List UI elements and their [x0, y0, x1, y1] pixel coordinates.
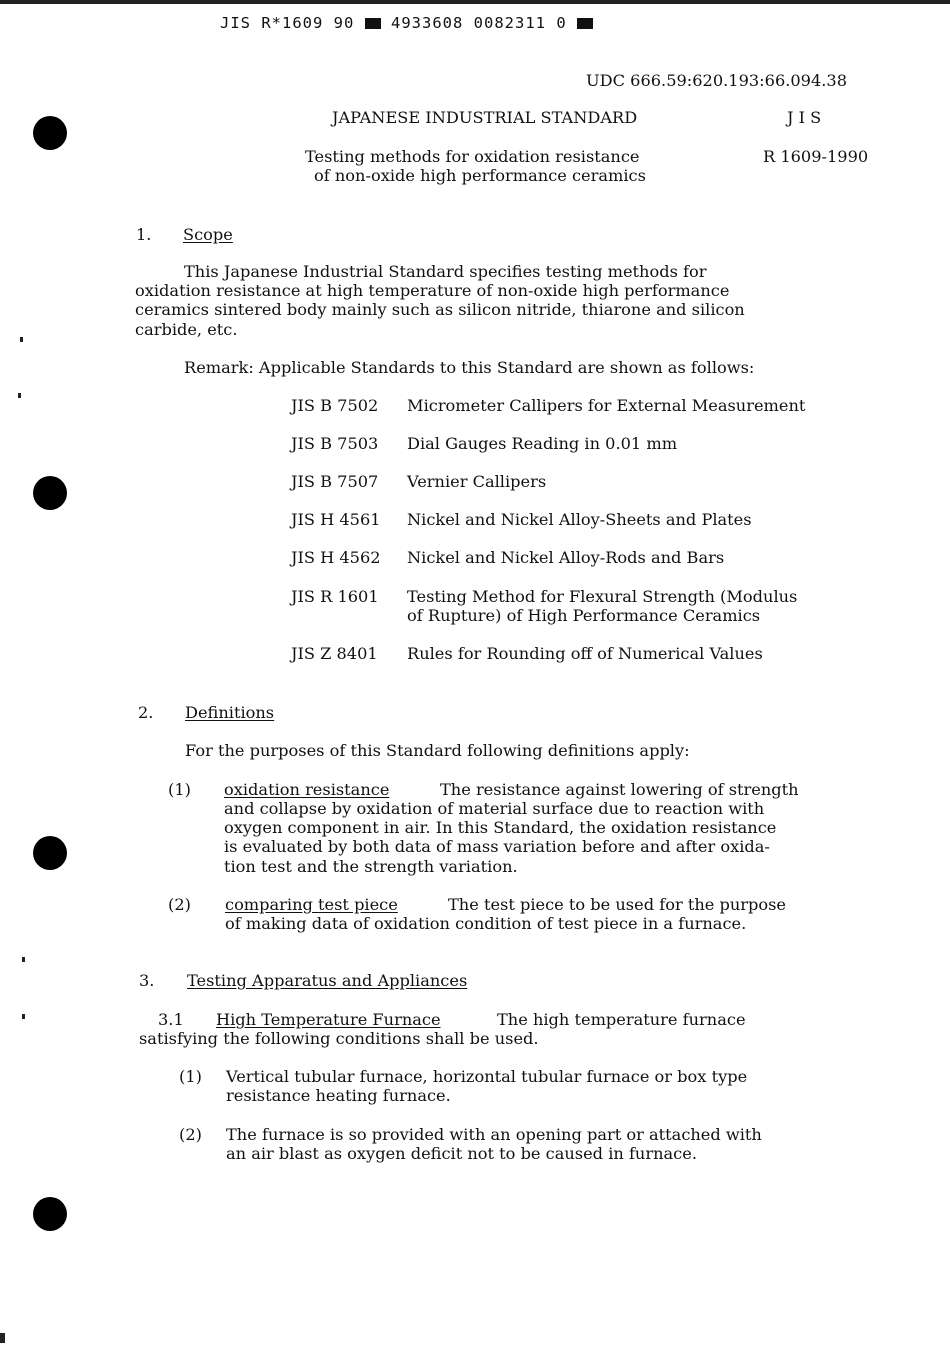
punch-hole	[33, 476, 67, 510]
definition-2-number: (2)	[168, 895, 191, 914]
section-2-number: 2.	[138, 703, 154, 722]
scope-line-4: carbide, etc.	[135, 320, 238, 339]
definition-2-line-1: The test piece to be used for the purpose	[448, 895, 787, 914]
section-1-heading: Scope	[183, 225, 233, 244]
item-1-number: (1)	[179, 1067, 202, 1086]
subsection-3-1-heading: High Temperature Furnace	[216, 1010, 441, 1029]
standard-code: JIS Z 8401	[291, 644, 378, 663]
standard-code: JIS H 4562	[291, 548, 381, 567]
section-1-number: 1.	[136, 225, 152, 244]
scan-speck	[18, 393, 21, 398]
subsection-3-1-line-2: satisfying the following conditions shall be used.	[139, 1029, 539, 1048]
scan-speck	[0, 1333, 5, 1343]
definition-1-term: oxidation resistance	[224, 780, 390, 799]
subsection-3-1-number: 3.1	[158, 1010, 184, 1029]
punch-hole	[33, 836, 67, 870]
standard-title: Vernier Callipers	[407, 472, 547, 491]
section-3-number: 3.	[139, 971, 155, 990]
scan-speck	[22, 957, 25, 962]
title-line-1: Testing methods for oxidation resistance	[305, 147, 640, 166]
punch-hole	[33, 116, 67, 150]
jis-mark: J I S	[787, 108, 822, 127]
item-1-line-2: resistance heating furnace.	[226, 1086, 451, 1105]
document-reference	[220, 14, 593, 32]
standard-title: Nickel and Nickel Alloy-Rods and Bars	[407, 548, 725, 567]
definition-1-line-2: and collapse by oxidation of material surface due to reaction with	[224, 799, 765, 818]
standard-organization: JAPANESE INDUSTRIAL STANDARD	[332, 108, 638, 127]
remark: Remark: Applicable Standards to this Standard are shown as follows:	[184, 358, 755, 377]
standard-title-continued: of Rupture) of High Performance Ceramics	[407, 606, 761, 625]
standard-title: Testing Method for Flexural Strength (Modulus	[407, 587, 798, 606]
scope-line-2: oxidation resistance at high temperature of non-oxide high performance	[135, 281, 730, 300]
standard-number: R 1609-1990	[763, 147, 869, 166]
definition-1-line-5: tion test and the strength variation.	[224, 857, 518, 876]
standard-code: JIS B 7503	[291, 434, 379, 453]
redaction-mark	[365, 18, 381, 29]
standard-code: JIS R 1601	[291, 587, 379, 606]
standard-title: Dial Gauges Reading in 0.01 mm	[407, 434, 678, 453]
section-2-heading: Definitions	[185, 703, 275, 722]
item-2-line-1: The furnace is so provided with an opening part or attached with	[226, 1125, 762, 1144]
definitions-intro: For the purposes of this Standard following definitions apply:	[185, 741, 690, 760]
title-line-2: of non-oxide high performance ceramics	[314, 166, 646, 185]
scan-speck	[22, 1014, 25, 1019]
section-3-heading: Testing Apparatus and Appliances	[187, 971, 468, 990]
standard-title: Micrometer Callipers for External Measurement	[407, 396, 806, 415]
scope-line-3: ceramics sintered body mainly such as silicon nitride, thiarone and silicon	[135, 300, 745, 319]
standard-code: JIS H 4561	[291, 510, 381, 529]
definition-1-number: (1)	[168, 780, 191, 799]
ref-number: 4933608 0082311 0	[391, 14, 567, 32]
standard-code: JIS B 7502	[291, 396, 379, 415]
definition-1-line-3: oxygen component in air. In this Standard, the oxidation resistance	[224, 818, 777, 837]
standard-title: Nickel and Nickel Alloy-Sheets and Plates	[407, 510, 752, 529]
udc-code: UDC 666.59:620.193:66.094.38	[586, 71, 848, 90]
punch-hole	[33, 1197, 67, 1231]
scope-line-1: This Japanese Industrial Standard specifies testing methods for	[184, 262, 707, 281]
subsection-3-1-line-1: The high temperature furnace	[497, 1010, 746, 1029]
redaction-mark	[577, 18, 593, 29]
definition-1-line-4: is evaluated by both data of mass variation before and after oxida-	[224, 837, 770, 856]
top-border	[0, 0, 950, 4]
scan-speck	[20, 337, 23, 342]
item-2-number: (2)	[179, 1125, 202, 1144]
standard-title: Rules for Rounding off of Numerical Values	[407, 644, 763, 663]
definition-2-line-2: of making data of oxidation condition of test piece in a furnace.	[225, 914, 747, 933]
standard-code: JIS B 7507	[291, 472, 379, 491]
definition-1-line-1: The resistance against lowering of strength	[440, 780, 799, 799]
item-1-line-1: Vertical tubular furnace, horizontal tubular furnace or box type	[226, 1067, 748, 1086]
ref-code: JIS R*1609 90	[220, 14, 355, 32]
definition-2-term: comparing test piece	[225, 895, 398, 914]
item-2-line-2: an air blast as oxygen deficit not to be caused in furnace.	[226, 1144, 697, 1163]
